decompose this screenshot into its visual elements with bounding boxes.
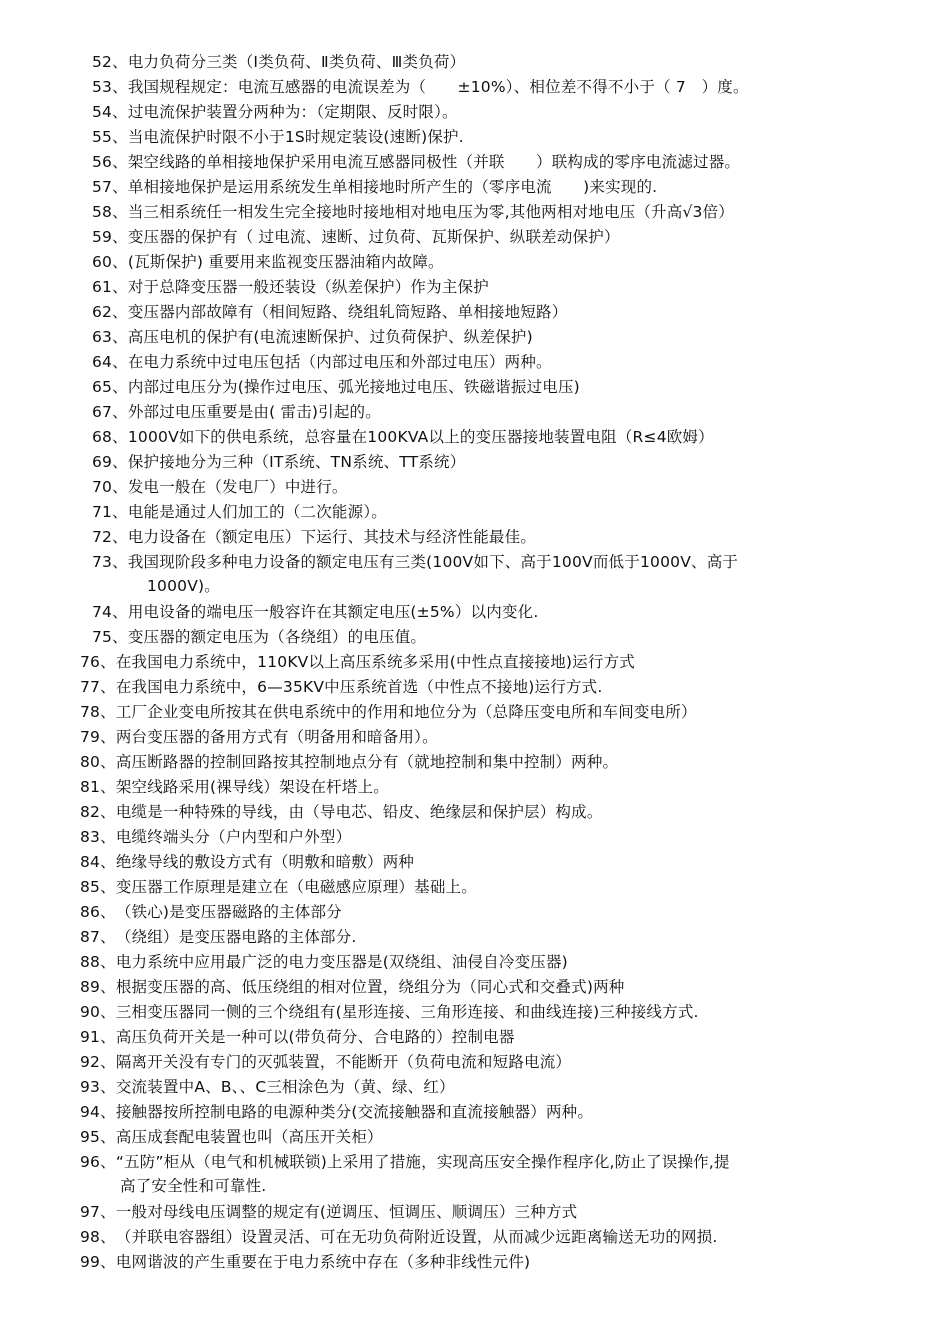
item-number: 97、	[80, 1203, 116, 1221]
item-number: 80、	[80, 753, 116, 771]
list-item	[80, 1250, 530, 1274]
item-number: 74、	[92, 603, 128, 621]
list-item	[92, 600, 538, 624]
list-item	[92, 325, 533, 349]
item-number: 63、	[92, 328, 128, 346]
item-continuation: 高了安全性和可靠性.	[120, 1177, 267, 1195]
item-text: （并联电容器组）设置灵活、可在无功负荷附近设置，从而减少远距离输送无功的网损.	[115, 1228, 718, 1246]
item-text: 在我国电力系统中，6—35KV中压系统首选（中性点不接地)运行方式.	[115, 678, 603, 696]
item-text: 当电流保护时限不小于1S时规定装设(速断)保护.	[127, 128, 464, 146]
item-number: 77、	[80, 678, 116, 696]
item-text: 电力设备在（额定电压）下运行、其技术与经济性能最佳。	[127, 528, 537, 546]
item-number: 52、	[92, 53, 128, 71]
item-text: （绕组）是变压器电路的主体部分.	[115, 928, 357, 946]
item-number: 95、	[80, 1128, 116, 1146]
item-text: 架空线路采用(裸导线）架设在杆塔上。	[115, 778, 389, 796]
item-number: 72、	[92, 528, 128, 546]
list-item	[92, 225, 620, 249]
item-text: 变压器的额定电压为（各绕组）的电压值。	[127, 628, 427, 646]
item-text: （铁心)是变压器磁路的主体部分	[115, 903, 342, 921]
item-text: 在电力系统中过电压包括（内部过电压和外部过电压）两种。	[127, 353, 552, 371]
item-text: 外部过电压重要是由( 雷击)引起的。	[127, 403, 381, 421]
list-item	[80, 750, 618, 774]
item-text: 接触器按所控制电路的电源种类分(交流接触器和直流接触器）两种。	[115, 1103, 594, 1121]
item-text: 内部过电压分为(操作过电压、弧光接地过电压、铁磁谐振过电压)	[127, 378, 580, 396]
item-text: 电网谐波的产生重要在于电力系统中存在（多种非线性元件)	[115, 1253, 531, 1271]
item-number: 62、	[92, 303, 128, 321]
item-text: 变压器内部故障有（相间短路、绕组轧筒短路、单相接地短路）	[127, 303, 568, 321]
list-item	[80, 1125, 383, 1149]
list-item	[92, 125, 464, 149]
list-item	[80, 900, 342, 924]
item-number: 53、	[92, 78, 128, 96]
list-item	[92, 425, 714, 449]
item-text: 发电一般在（发电厂）中进行。	[127, 478, 348, 496]
item-number: 60、	[92, 253, 128, 271]
list-item	[80, 850, 414, 874]
item-text: 对于总降变压器一般还装设（纵差保护）作为主保护	[127, 278, 489, 296]
item-number: 57、	[92, 178, 128, 196]
list-item	[80, 1200, 577, 1224]
item-number: 92、	[80, 1053, 116, 1071]
item-text: 两台变压器的备用方式有（明备用和暗备用）。	[115, 728, 438, 746]
list-item	[80, 700, 697, 724]
item-number: 54、	[92, 103, 128, 121]
list-item	[92, 275, 489, 299]
list-item	[92, 625, 426, 649]
list-item	[92, 150, 740, 174]
item-number: 99、	[80, 1253, 116, 1271]
item-number: 58、	[92, 203, 128, 221]
item-number: 81、	[80, 778, 116, 796]
list-item	[92, 500, 387, 524]
item-text: 用电设备的端电压一般容许在其额定电压(±5%）以内变化.	[127, 603, 539, 621]
item-number: 94、	[80, 1103, 116, 1121]
list-item	[92, 350, 552, 374]
item-text: 过电流保护装置分两种为：（定期限、反时限）。	[127, 103, 458, 121]
list-item	[80, 950, 568, 974]
list-item	[92, 75, 749, 99]
item-text: 电力负荷分三类（Ⅰ类负荷、Ⅱ类负荷、Ⅲ类负荷）	[127, 53, 466, 71]
list-item	[92, 200, 734, 224]
item-number: 78、	[80, 703, 116, 721]
list-item	[80, 1150, 730, 1174]
item-number: 55、	[92, 128, 128, 146]
list-item	[80, 675, 602, 699]
list-item	[92, 400, 381, 424]
item-number: 76、	[80, 653, 116, 671]
list-item	[92, 175, 657, 199]
list-item	[80, 975, 624, 999]
list-item	[80, 1000, 699, 1024]
item-text: 高压断路器的控制回路按其控制地点分有（就地控制和集中控制）两种。	[115, 753, 619, 771]
list-item	[80, 1225, 718, 1249]
item-number: 65、	[92, 378, 128, 396]
item-text: 工厂企业变电所按其在供电系统中的作用和地位分为（总降压变电所和车间变电所）	[115, 703, 697, 721]
item-number: 82、	[80, 803, 116, 821]
item-number: 68、	[92, 428, 128, 446]
item-text: 变压器工作原理是建立在（电磁感应原理）基础上。	[115, 878, 477, 896]
list-item	[92, 100, 458, 124]
item-number: 88、	[80, 953, 116, 971]
item-text: 一般对母线电压调整的规定有(逆调压、恒调压、顺调压）三种方式	[115, 1203, 578, 1221]
item-number: 64、	[92, 353, 128, 371]
list-item	[80, 875, 477, 899]
item-number: 91、	[80, 1028, 116, 1046]
item-text: 我国规程规定：电流互感器的电流误差为（ ±10%）、相位差不得不小于（ 7 ）度。	[127, 78, 749, 96]
list-item	[92, 300, 567, 324]
item-text: 高压成套配电装置也叫（高压开关柜）	[115, 1128, 383, 1146]
item-text: 单相接地保护是运用系统发生单相接地时所产生的（零序电流 )来实现的.	[127, 178, 658, 196]
item-text: 根据变压器的高、低压绕组的相对位置，绕组分为（同心式和交叠式)两种	[115, 978, 625, 996]
item-text: 高压电机的保护有(电流速断保护、过负荷保护、纵差保护)	[127, 328, 533, 346]
item-text: 电缆是一种特殊的导线，由（导电芯、铅皮、绝缘层和保护层）构成。	[115, 803, 603, 821]
list-item	[80, 1050, 571, 1074]
list-item	[92, 475, 348, 499]
item-number: 84、	[80, 853, 116, 871]
item-text: 在我国电力系统中，110KV以上高压系统多采用(中性点直接接地)运行方式	[115, 653, 635, 671]
list-item	[92, 250, 444, 274]
list-item	[92, 525, 536, 549]
item-number: 70、	[92, 478, 128, 496]
item-number: 96、	[80, 1153, 116, 1171]
item-number: 83、	[80, 828, 116, 846]
item-text: 保护接地分为三种（IT系统、TN系统、TT系统）	[127, 453, 466, 471]
list-item	[92, 550, 738, 574]
list-item	[80, 1100, 593, 1124]
item-continuation: 1000V)。	[147, 577, 220, 595]
item-number: 56、	[92, 153, 128, 171]
list-item	[92, 375, 580, 399]
item-number: 73、	[92, 553, 128, 571]
item-number: 67、	[92, 403, 128, 421]
item-number: 90、	[80, 1003, 116, 1021]
list-item	[80, 650, 635, 674]
list-item	[80, 925, 356, 949]
item-text: 1000V如下的供电系统，总容量在100KVA以上的变压器接地装置电阻（R≤4欧姆）	[127, 428, 714, 446]
item-text: 隔离开关没有专门的灭弧装置，不能断开（负荷电流和短路电流）	[115, 1053, 572, 1071]
item-text: 三相变压器同一侧的三个绕组有(星形连接、三角形连接、和曲线连接)三种接线方式.	[115, 1003, 699, 1021]
list-item	[80, 825, 351, 849]
item-text: “五防”柜从（电气和机械联锁)上采用了措施，实现高压安全操作程序化,防止了误操作,提	[115, 1153, 730, 1171]
item-text: 当三相系统任一相发生完全接地时接地相对地电压为零,其他两相对地电压（升高√3倍）	[127, 203, 734, 221]
item-number: 93、	[80, 1078, 116, 1096]
list-item	[80, 1025, 515, 1049]
list-item	[92, 50, 465, 74]
item-number: 69、	[92, 453, 128, 471]
item-text: 我国现阶段多种电力设备的额定电压有三类(100V如下、高于100V而低于1000V、高于	[127, 553, 739, 571]
list-item	[80, 1075, 455, 1099]
item-text: 电力系统中应用最广泛的电力变压器是(双绕组、油侵自冷变压器)	[115, 953, 568, 971]
list-item	[80, 775, 389, 799]
item-text: 高压负荷开关是一种可以(带负荷分、合电路的）控制电器	[115, 1028, 515, 1046]
item-number: 75、	[92, 628, 128, 646]
item-text: 电缆终端头分（户内型和户外型）	[115, 828, 352, 846]
item-text: 架空线路的单相接地保护采用电流互感器同极性（并联 ）联构成的零序电流滤过器。	[127, 153, 741, 171]
item-number: 85、	[80, 878, 116, 896]
item-text: 绝缘导线的敷设方式有（明敷和暗敷）两种	[115, 853, 415, 871]
item-text: 电能是通过人们加工的（二次能源）。	[127, 503, 387, 521]
item-number: 87、	[80, 928, 116, 946]
item-number: 89、	[80, 978, 116, 996]
item-number: 59、	[92, 228, 128, 246]
item-text: 变压器的保护有（ 过电流、速断、过负荷、瓦斯保护、纵联差动保护）	[127, 228, 620, 246]
item-number: 61、	[92, 278, 128, 296]
item-number: 86、	[80, 903, 116, 921]
item-number: 71、	[92, 503, 128, 521]
list-item	[92, 450, 465, 474]
list-item	[80, 800, 603, 824]
item-text: (瓦斯保护) 重要用来监视变压器油箱内故障。	[127, 253, 444, 271]
item-number: 98、	[80, 1228, 116, 1246]
list-item	[80, 725, 438, 749]
item-text: 交流装置中A、B、、C三相涂色为（黄、绿、红）	[115, 1078, 455, 1096]
item-number: 79、	[80, 728, 116, 746]
